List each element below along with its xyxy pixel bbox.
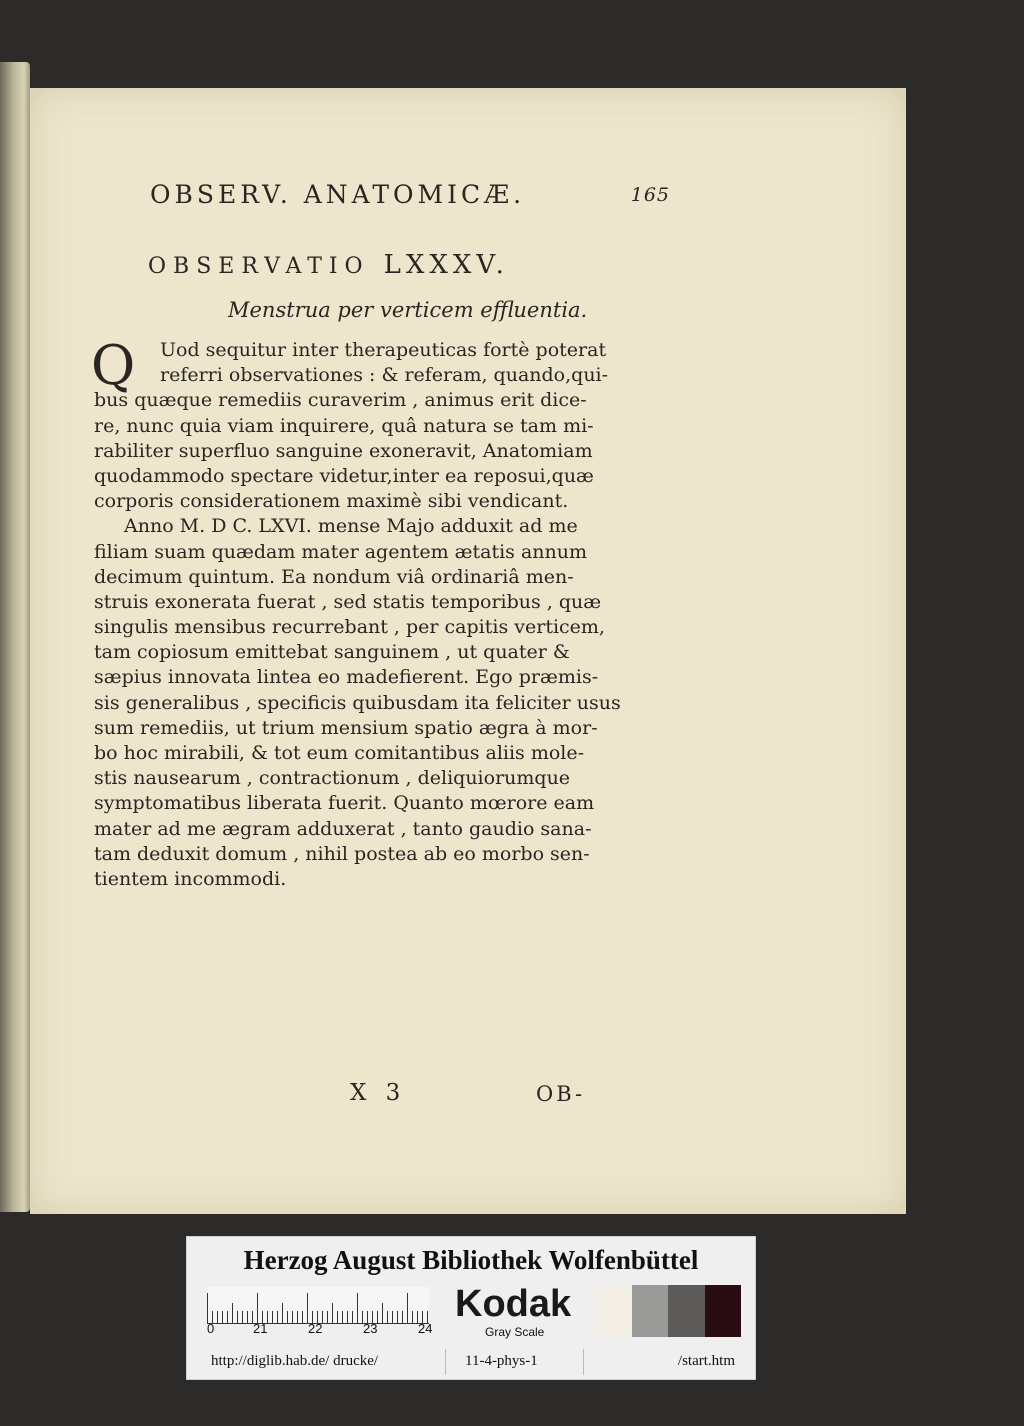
ruler-label: 0 <box>207 1321 215 1336</box>
gray-scale-label: Gray Scale <box>485 1325 545 1339</box>
ruler-tick <box>332 1303 333 1323</box>
observation-number: LXXXV. <box>383 250 509 280</box>
body-text <box>91 334 654 892</box>
observation-heading <box>148 250 608 280</box>
gray-swatches <box>595 1285 741 1337</box>
text-line: re, nunc quia viam inquirere, quâ natura se tam mi- <box>94 414 594 437</box>
observation-subtitle: Menstrua per verticem effluentia. <box>228 298 588 322</box>
ruler-tick <box>257 1293 258 1323</box>
ruler-tick <box>382 1303 383 1323</box>
text-line: symptomatibus liberata fuerit. Quanto mœrore eam <box>94 792 595 815</box>
text-line: tam deduxit domum , nihil postea ab eo morbo sen- <box>94 842 590 865</box>
observation-label: OBSERVATIO <box>148 254 370 279</box>
ruler-tick <box>407 1293 408 1323</box>
start-url: /start.htm <box>677 1353 735 1369</box>
shelfmark: 11-4-phys-1 <box>465 1353 538 1369</box>
text-line: singulis mensibus recurrebant , per capitis verticem, <box>94 616 605 639</box>
text-line: sis generalibus , specificis quibusdam ita feliciter usus <box>94 691 621 714</box>
text-line: decimum quintum. Ea nondum viâ ordinariâ men- <box>94 565 574 588</box>
text-line: tam copiosum emittebat sanguinem , ut quater & <box>94 641 570 664</box>
gray-swatch <box>705 1285 742 1337</box>
card-footer <box>187 1349 755 1373</box>
text-line: Uod sequitur inter therapeuticas fortè poterat <box>160 339 607 361</box>
text-line: sum remediis, ut trium mensium spatio ægra à mor- <box>94 716 598 739</box>
text-line: rabiliter superfluo sanguine exoneravit, Anatomiam <box>94 439 593 462</box>
drop-cap: Q <box>91 334 136 397</box>
ruler-label: 23 <box>363 1321 378 1336</box>
page-number: 165 <box>630 184 670 206</box>
text-line: struis exonerata fuerat , sed statis temporibus , quæ <box>94 590 602 613</box>
text-line: bo hoc mirabili, & tot eum comitantibus aliis mole- <box>94 742 585 764</box>
source-url: http://diglib.hab.de/ drucke/ <box>211 1353 379 1369</box>
ruler <box>207 1287 429 1324</box>
divider <box>445 1349 446 1375</box>
text-line: mater ad me ægram adduxerat , tanto gaudio sana- <box>94 817 592 840</box>
text-line: filiam suam quædam mater agentem ætatis annum <box>94 540 588 563</box>
page-header <box>150 180 670 216</box>
divider <box>583 1349 584 1375</box>
text-line: corporis considerationem maximè sibi vendicant. <box>94 490 569 513</box>
text-line: bus quæque remediis curaverim , animus erit dice- <box>94 389 587 412</box>
book-page <box>30 88 906 1214</box>
text-line: Anno M. D C. LXVI. mense Majo adduxit ad me <box>124 515 578 538</box>
ruler-tick <box>357 1293 358 1323</box>
ruler-label: 22 <box>308 1321 323 1336</box>
ruler-label: 24 <box>418 1321 433 1336</box>
text-line: tientem incommodi. <box>94 867 287 890</box>
kodak-logo: Kodak <box>455 1283 572 1325</box>
ruler-labels <box>207 1321 437 1339</box>
library-name: Herzog August Bibliothek Wolfenbüttel <box>243 1245 699 1275</box>
signature-mark: X 3 <box>350 1080 407 1106</box>
ruler-label: 21 <box>253 1321 268 1336</box>
text-line: stis nausearum , contractionum , deliquiorumque <box>94 767 571 790</box>
gray-swatch <box>595 1285 632 1337</box>
ruler-tick <box>282 1303 283 1323</box>
running-head: OBSERV. ANATOMICÆ. <box>150 180 526 209</box>
text-line: referri observationes : & referam, quando,qui- <box>160 364 609 387</box>
adjacent-page-edge <box>0 62 30 1212</box>
text-line: sæpius innovata lintea eo madefierent. Ego præmis- <box>94 666 599 689</box>
ruler-tick <box>232 1303 233 1323</box>
color-target-card <box>186 1236 756 1380</box>
ruler-tick <box>307 1293 308 1323</box>
text-line: quodammodo spectare videtur,inter ea reposui,quæ <box>94 464 594 487</box>
catchword: OB- <box>536 1082 586 1106</box>
gray-swatch <box>668 1285 705 1337</box>
ruler-tick <box>207 1293 208 1323</box>
gray-swatch <box>632 1285 669 1337</box>
